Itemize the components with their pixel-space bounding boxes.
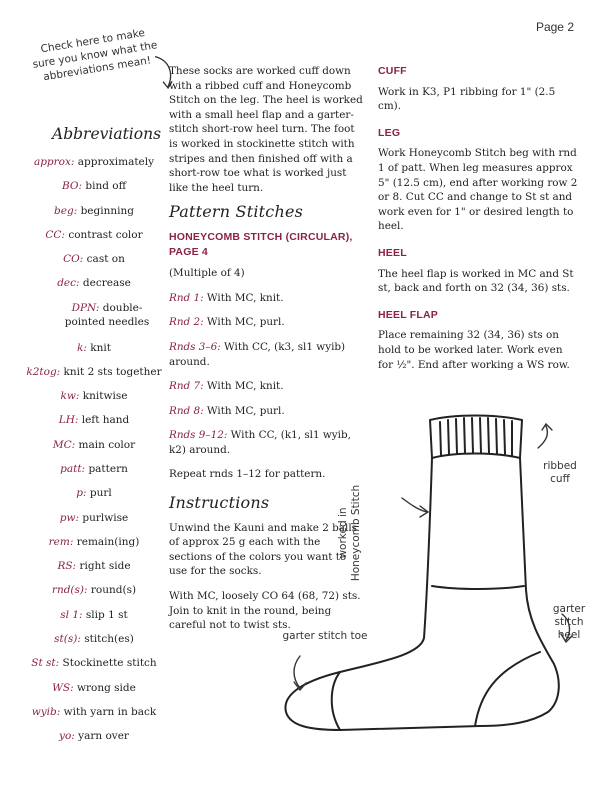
label-line: Honeycomb Stitch: [350, 484, 362, 582]
label-line: worked in: [337, 507, 349, 559]
round-text: With MC, knit.: [203, 291, 284, 304]
heel-text: The heel flap is worked in MC and St st, back and forth on 32 (34, 36) sts.: [378, 267, 574, 295]
abbr-row: [24, 155, 164, 169]
rotated-label: [337, 473, 363, 593]
abbr-def: with yarn in back: [63, 706, 157, 718]
abbr-def: left hand: [81, 414, 130, 426]
heel-heading: HEEL: [378, 246, 407, 259]
cuff-heading: CUFF: [378, 65, 407, 77]
abbr-row: [24, 511, 164, 525]
abbr-row: [24, 389, 164, 403]
abbr-term: WS:: [52, 682, 74, 694]
abbr-def: knit: [90, 342, 111, 354]
abbr-def: pattern: [88, 463, 128, 475]
abbr-def: yarn over: [78, 730, 129, 742]
instructions-paragraph-1: Unwind the Kauni and make 2 balls of approx 25 g each with the sections of the colors you want to use for the socks.: [169, 521, 357, 578]
abbr-row: [24, 729, 164, 743]
label-line: stitch: [554, 616, 584, 628]
abbr-row: [24, 204, 164, 218]
abbr-def: approximately: [77, 156, 155, 168]
abbr-def: purlwise: [82, 512, 129, 524]
abbr-term: sl 1:: [60, 609, 83, 621]
check-note-text: Check here to make sure you know what the abbreviations mean!: [31, 27, 159, 84]
abbr-def: contrast color: [68, 229, 143, 241]
abbr-row: [24, 365, 164, 379]
abbr-row: [24, 583, 164, 597]
label-honeycomb-leg: [336, 470, 362, 590]
abbr-row: [24, 632, 164, 646]
abbr-def: stitch(es): [84, 633, 134, 645]
label-line: heel: [557, 629, 581, 641]
cuff-text: Work in K3, P1 ribbing for 1" (2.5 cm).: [378, 85, 556, 113]
round-2: [169, 315, 365, 330]
repeat-note: Repeat rnds 1–12 for pattern.: [169, 468, 326, 481]
abbr-row: [24, 486, 164, 500]
page-number: Page 2: [535, 20, 574, 34]
leg-arrow-icon: [402, 498, 427, 512]
round-text: With MC, knit.: [203, 380, 284, 393]
instructions-paragraph-2: With MC, loosely CO 64 (68, 72) sts. Join to knit in the round, being careful not to twist sts.: [169, 590, 361, 632]
abbr-def: Stockinette stitch: [62, 657, 157, 669]
round-label: Rnd 1:: [169, 291, 204, 304]
abbr-term: CO:: [63, 253, 84, 265]
pattern-stitches-heading: Pattern Stitches: [169, 202, 304, 222]
abbr-row: [24, 608, 164, 622]
round-text: With MC, purl.: [203, 316, 285, 329]
round-text: With CC, (k1, sl1 wyib, k2) around.: [169, 429, 351, 456]
abbr-def: decrease: [82, 277, 131, 289]
label-ribbed-cuff: [534, 460, 586, 486]
abbr-row: [24, 559, 164, 573]
abbr-row: [24, 438, 164, 452]
round-text: With MC, purl.: [203, 404, 285, 417]
label-line: cuff: [550, 473, 570, 485]
abbr-term: dec:: [57, 277, 80, 289]
leg-text: Work Honeycomb Stitch beg with rnd 1 of patt. When leg measures approx 5" (12.5 cm), end after working row 2 or 8. Cut CC and change to St st and work even for 1" or desired length to heel.: [378, 147, 578, 233]
abbr-term: patt:: [60, 463, 86, 475]
abbr-def: wrong side: [77, 682, 136, 694]
abbr-def: double-pointed needles: [64, 302, 150, 328]
abbr-term: kw:: [60, 390, 80, 402]
round-label: Rnd 2:: [169, 316, 204, 329]
abbr-def: main color: [78, 439, 136, 451]
rounds-3-6: [169, 340, 365, 369]
abbr-def: right side: [79, 560, 131, 572]
abbr-row: [24, 462, 164, 476]
abbr-term: st(s):: [54, 633, 81, 645]
abbr-term: k:: [77, 342, 87, 354]
abbr-term: approx:: [33, 156, 75, 168]
abbr-term: RS:: [57, 560, 77, 572]
round-text: With CC, (k3, sl1 wyib) around.: [169, 340, 346, 368]
abbr-def: knit 2 sts together: [63, 366, 162, 378]
multiple-note: (Multiple of 4): [169, 267, 245, 280]
label-line: ribbed: [543, 460, 577, 472]
abbr-def: purl: [89, 487, 112, 499]
abbr-term: MC:: [52, 439, 76, 451]
abbr-term: p:: [76, 487, 87, 499]
abbr-row: [24, 656, 164, 670]
abbr-term: BO:: [61, 180, 83, 192]
abbr-row: [52, 301, 162, 329]
abbr-term: yo:: [59, 730, 75, 742]
intro-paragraph: These socks are worked cuff down with a ribbed cuff and Honeycomb Stitch on the leg. The heel is worked with a small heel flap and a garter-stitch short-row heel turn. The foot is worked in stockinette stitch with stripes and then finished off with a short-row toe what is worked just like the heel turn.: [169, 65, 363, 194]
abbr-row: [24, 252, 164, 266]
abbr-term: St st:: [31, 657, 60, 669]
abbr-row: [24, 276, 164, 290]
abbr-term: CC:: [45, 229, 65, 241]
abbr-row: [24, 413, 164, 427]
check-note: [28, 24, 163, 86]
abbr-term: LH:: [58, 414, 79, 426]
abbr-def: beginning: [80, 205, 134, 217]
label-garter-toe: garter stitch toe: [282, 630, 368, 642]
round-label: Rnds 3–6:: [169, 340, 221, 353]
abbreviations-title: Abbreviations: [52, 125, 162, 143]
abbr-def: remain(ing): [76, 536, 140, 548]
abbr-row: [24, 535, 164, 549]
abbr-row: [24, 228, 164, 242]
abbr-term: beg:: [54, 205, 78, 217]
abbr-term: rnd(s):: [51, 584, 88, 596]
round-label: Rnds 9–12:: [169, 429, 228, 442]
abbr-row: [24, 705, 164, 719]
label-garter-heel: [544, 603, 594, 642]
round-label: Rnd 8:: [169, 404, 204, 417]
abbr-row: [24, 341, 164, 355]
abbr-term: rem:: [48, 536, 74, 548]
abbr-term: DPN:: [71, 302, 100, 314]
abbr-term: pw:: [59, 512, 80, 524]
sock-illustration: [270, 400, 600, 780]
honeycomb-subheading: HONEYCOMB STITCH (CIRCULAR), PAGE 4: [169, 230, 353, 258]
abbr-def: cast on: [86, 253, 125, 265]
round-label: Rnd 7:: [169, 380, 204, 393]
label-line: garter: [552, 603, 586, 615]
heel-flap-text: Place remaining 32 (34, 36) sts on hold to be worked later. Work even for ½". End after working a WS row.: [378, 329, 570, 371]
abbr-def: round(s): [90, 584, 137, 596]
abbr-def: bind off: [85, 180, 127, 192]
round-1: [169, 291, 365, 306]
abbr-row: [24, 681, 164, 695]
abbr-row: [24, 179, 164, 193]
abbr-term: wyib:: [31, 706, 61, 718]
round-7: [169, 379, 365, 394]
right-column: [378, 64, 578, 384]
abbr-def: slip 1 st: [85, 609, 128, 621]
abbr-term: k2tog:: [26, 366, 61, 378]
abbr-def: knitwise: [82, 390, 128, 402]
heel-flap-heading: HEEL FLAP: [378, 308, 438, 321]
instructions-heading: Instructions: [169, 493, 270, 513]
leg-heading: LEG: [378, 126, 401, 139]
